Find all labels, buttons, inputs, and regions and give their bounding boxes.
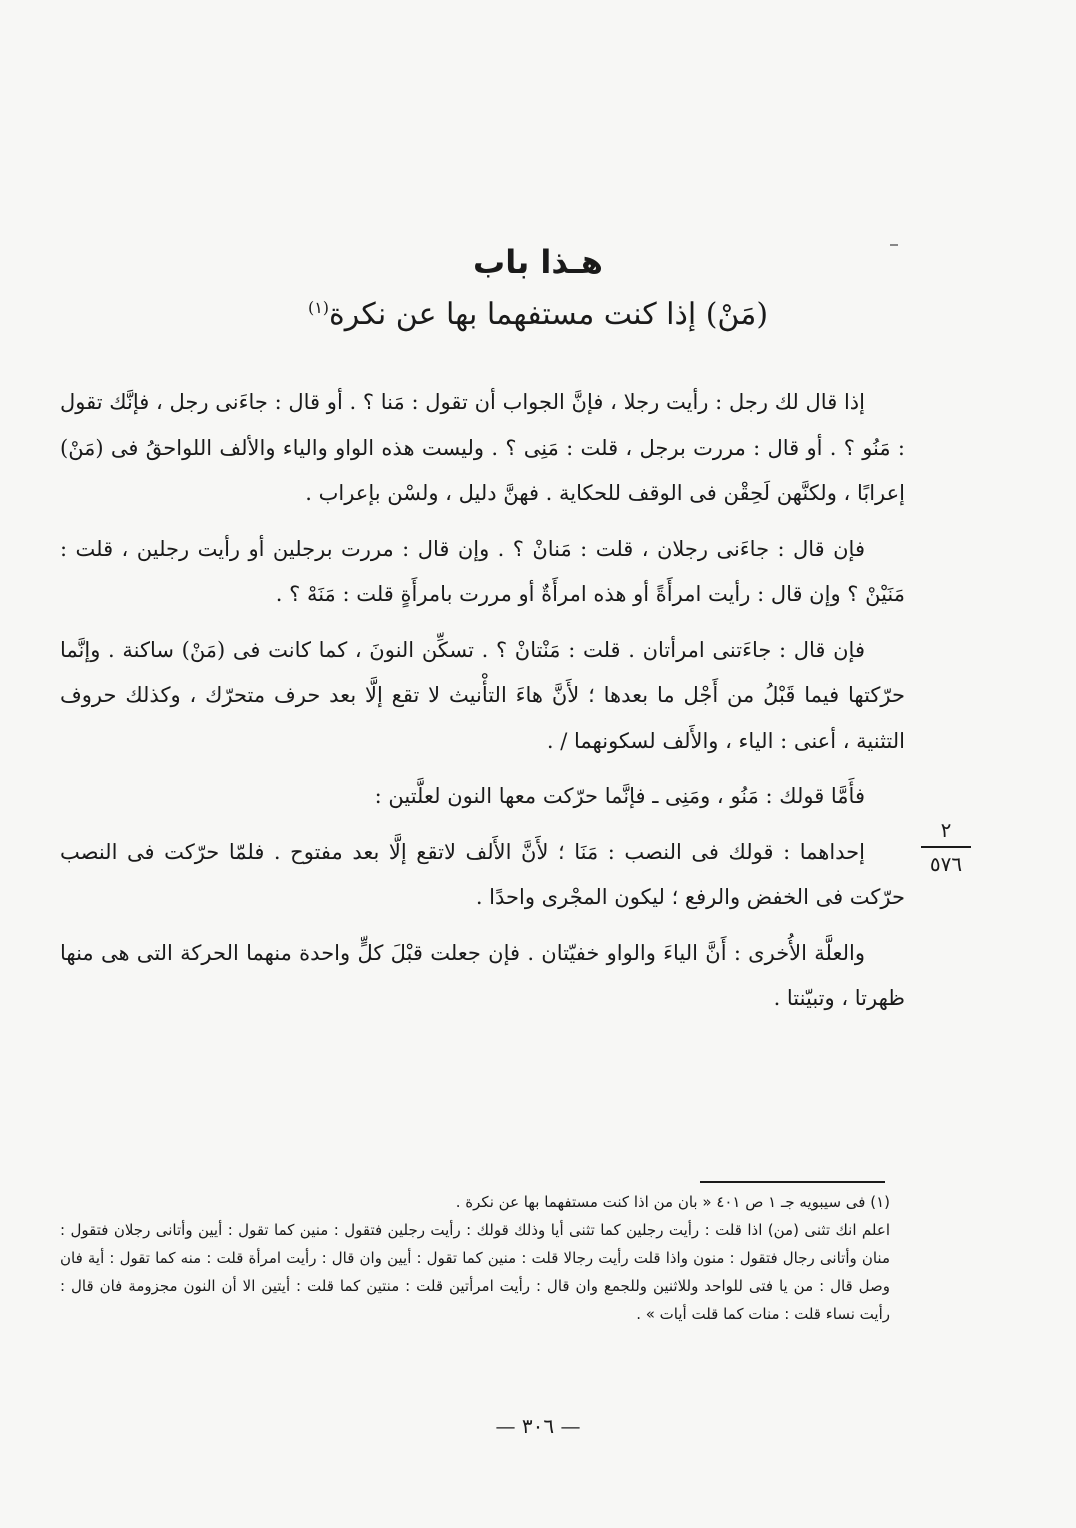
footnote: اعلم انك تثنى (من) اذا قلت : رأيت رجلين كما تثنى أيا وذلك قولك : رأيت رجلين فتقول : منين كما تقول : أيين وأتانى رجلان فتقول : منان وأتانى رجال فتقول : منون واذا قلت رأيت رجالا قلت : منين كما تقول : أيين وان قال : رأيت امرأة قلت : منه كما تقول : أية فان وصل قال : من يا فتى للواحد وللاثنين وللجمع وان قال : رأيت امرأتين قلت : منتين كما قلت : أيتين الا أن النون مجزومة فان قال : رأيت نساء قلت : منات كما قلت أيات » . — [60, 1221, 890, 1323]
margin-reference — [918, 818, 974, 876]
page-number: — ٣٠٦ — — [495, 1414, 581, 1438]
chapter-heading: هـذا باب — [473, 243, 603, 281]
footnote-marker: (١) — [307, 298, 330, 317]
subheading-text: (مَنْ) إذا كنت مستفهما بها عن نكرة — [329, 297, 769, 332]
paragraph: فإن قال : جاءَنى رجلان ، قلت : مَنانْ ؟ . وإن قال : مررت برجلين أو رأيت رجلين ، قلت : مَنَيْنْ ؟ وإن قال : رأيت امرأَةً أو هذه امرأَةٌ أو مررت بامرأَةٍ قلت : مَنَهْ ؟ . — [60, 536, 905, 606]
paragraph: فأَمَّا قولك : مَنُو ، ومَنِى ـ فإنَّما حرّكت معها النون لعلَّتين : — [374, 784, 865, 808]
paragraph: إحداهما : قولك فى النصب : مَنَا ؛ لأَنَّ الأَلف لاتقع إلَّا بعد مفتوح . فلمّا حرّكت فى النصب حرّكت فى الخفض والرفع ؛ ليكون المجْرى واحدًا . — [60, 839, 905, 909]
margin-volume: ٢ — [940, 818, 952, 842]
chapter-subheading — [0, 297, 1076, 332]
footnote-separator — [700, 1181, 885, 1183]
paragraph: إذا قال لك رجل : رأيت رجلا ، فإنَّ الجواب أن تقول : مَنا ؟ . أو قال : جاءَنى رجل ، فإنَّك تقول : مَنُو ؟ . أو قال : مررت برجل ، قلت : مَنِى ؟ . وليست هذه الواو والياء والألف اللواحقُ فى (مَنْ) إعرابًا ، ولكنَّهن لَحِقْن فى الوقف للحكاية . فهنَّ دليل ، ولسْن بإعراب . — [60, 390, 905, 505]
margin-rule — [921, 846, 971, 848]
main-text — [60, 380, 905, 1032]
footnotes — [60, 1188, 890, 1328]
paragraph: فإن قال : جاءَتنى امرأتان . قلت : مَنْتانْ ؟ . تسكِّن النونَ ، كما كانت فى (مَنْ) ساكنة . وإنَّما حرّكتها فيما قَبْلُ من أَجْل ما بعدها ؛ لأَنَّ هاءَ التأْنيث لا تقع إلَّا بعد حرف متحرّك ، وكذلك حروف التثنية ، أعنى : الياء ، والأَلف لسكونهما / . — [60, 637, 905, 753]
margin-page: ٥٧٦ — [929, 852, 963, 876]
footnote: (١) فى سيبويه جـ ١ ص ٤٠١ « بان من اذا كنت مستفهما بها عن نكرة . — [455, 1193, 890, 1211]
paragraph: والعلَّة الأُخرى : أَنَّ الياءَ والواو خفيّتان . فإن جعلت قبْلَ كلٍّ واحدة منهما الحركة التى هى منها ظهرتا ، وتبيّنتا . — [60, 940, 905, 1010]
